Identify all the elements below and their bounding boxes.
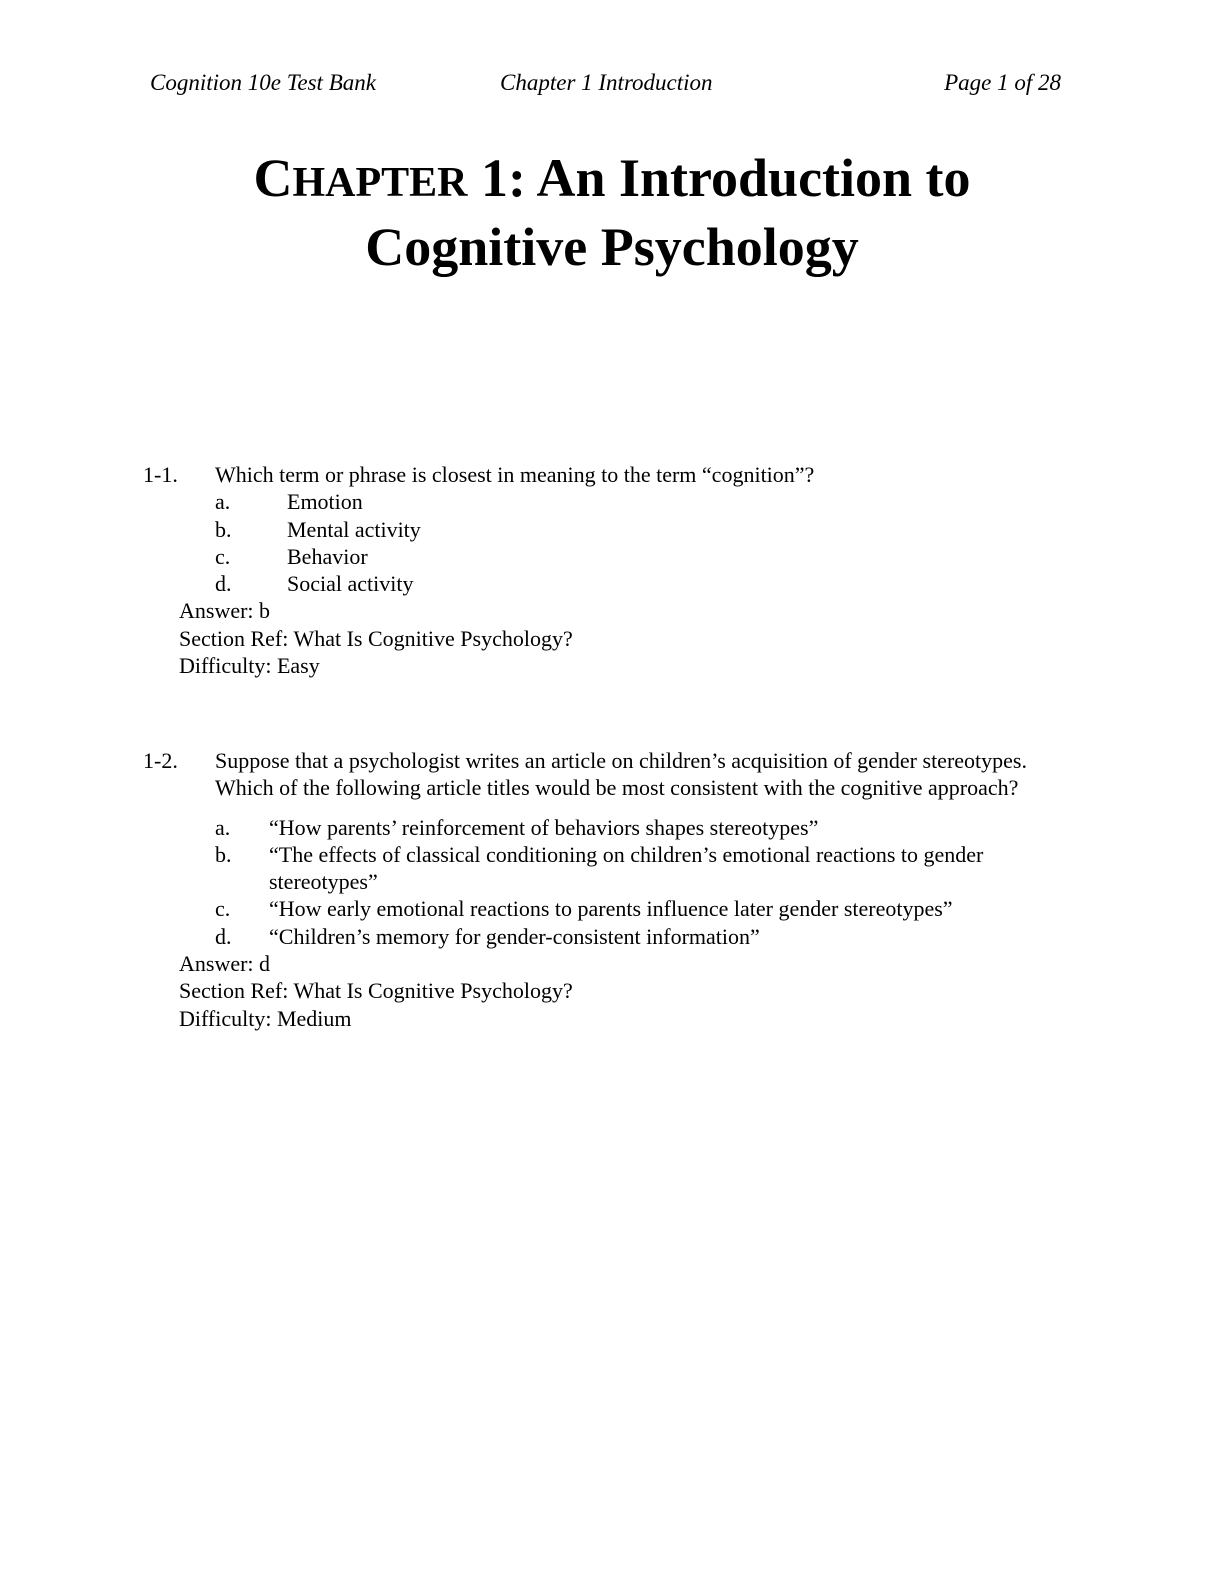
option-text: “Children’s memory for gender-consistent information” xyxy=(269,923,760,949)
option-c xyxy=(143,895,1063,922)
section-ref: Section Ref: What Is Cognitive Psychology? xyxy=(179,978,573,1004)
option-letter: a. xyxy=(215,814,231,840)
option-letter: a. xyxy=(215,489,231,515)
header-chapter: Chapter 1 Introduction xyxy=(500,70,713,95)
option-text: Social activity xyxy=(287,571,414,597)
option-letter: c. xyxy=(215,543,231,569)
option-c xyxy=(143,543,1063,570)
question-1-1 xyxy=(143,461,1063,679)
question-1-2 xyxy=(143,747,1063,1032)
option-letter: c. xyxy=(215,896,231,922)
option-text: “The effects of classical conditioning on children’s emotional reactions to gender stereotypes” xyxy=(269,841,984,895)
question-number: 1-1. xyxy=(143,462,178,487)
answer-line: Answer: d xyxy=(179,951,271,977)
option-a xyxy=(143,814,1063,841)
option-text: “How early emotional reactions to parents influence later gender stereotypes” xyxy=(269,896,953,922)
difficulty: Difficulty: Medium xyxy=(179,1005,352,1031)
answer-line: Answer: b xyxy=(179,598,271,624)
option-b xyxy=(143,516,1063,543)
answer-options xyxy=(143,814,1063,950)
question-text: Suppose that a psychologist writes an article on children’s acquisition of gender stereotypes. Which of the following article titles would be most consistent with the cognitive approach? xyxy=(215,748,1027,801)
option-text: Mental activity xyxy=(287,516,421,542)
option-text: Behavior xyxy=(287,543,368,569)
difficulty: Difficulty: Easy xyxy=(179,653,320,679)
option-letter: b. xyxy=(215,841,232,867)
question-number: 1-2. xyxy=(143,748,178,773)
option-letter: d. xyxy=(215,571,232,597)
option-a xyxy=(143,488,1063,515)
option-b xyxy=(143,841,1063,896)
chapter-title-line2: Cognitive Psychology xyxy=(365,217,859,277)
chapter-title-smallcaps: HAPTER xyxy=(292,160,468,206)
option-d xyxy=(143,570,1063,597)
header-page-number: Page 1 of 28 xyxy=(944,70,1061,95)
header-book-title: Cognition 10e Test Bank xyxy=(150,70,376,95)
answer-options xyxy=(143,488,1063,597)
option-text: “How parents’ reinforcement of behaviors shapes stereotypes” xyxy=(269,814,819,840)
page-header xyxy=(0,70,1224,104)
chapter-title-initial: C xyxy=(253,148,293,208)
chapter-title xyxy=(0,146,1224,279)
section-ref: Section Ref: What Is Cognitive Psychology? xyxy=(179,625,573,651)
option-text: Emotion xyxy=(287,489,363,515)
option-letter: d. xyxy=(215,923,232,949)
option-d xyxy=(143,923,1063,950)
question-text: Which term or phrase is closest in meaning to the term “cognition”? xyxy=(215,462,815,487)
option-letter: b. xyxy=(215,516,232,542)
chapter-title-line1: 1: An Introduction to xyxy=(467,148,971,208)
